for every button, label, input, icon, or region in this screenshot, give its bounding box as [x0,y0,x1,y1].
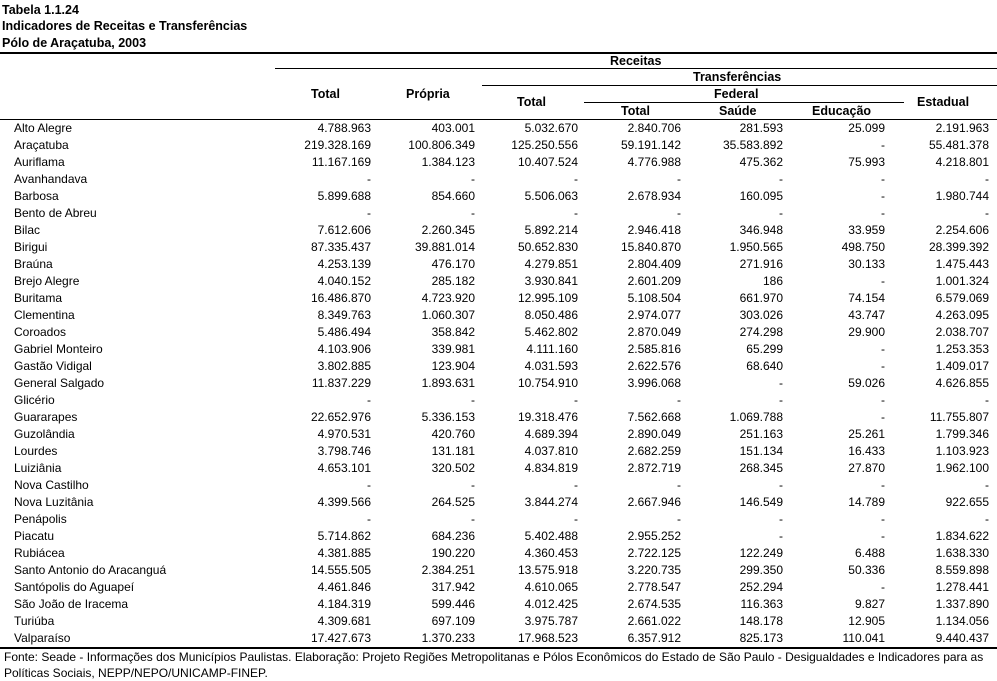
cell-saude: 281.593 [739,121,783,135]
cell-estadual: 1.834.622 [935,529,989,543]
municipality-name: São João de Iracema [14,597,129,611]
cell-transf-total: 3.975.787 [524,614,578,628]
cell-estadual: - [985,478,989,492]
source-note: Fonte: Seade - Informações dos Municípios Paulistas. Elaboração: Projeto Regiões Metropolitanas e Pólos Econômicos do Estado de São Paulo - Desigualdades e Indicadores para as Políticas Sociais, NEPP/NEPO/UNICAMP-FINEP. [4,650,984,680]
municipality-name: Braúna [14,257,53,271]
cell-propria: 358.842 [431,325,475,339]
cell-saude: 1.069.788 [729,410,783,424]
municipality-name: Santo Antonio do Aracanguá [14,563,167,577]
cell-saude: 1.950.565 [729,240,783,254]
table-row [0,494,997,511]
table-row [0,426,997,443]
cell-total: 4.381.885 [317,546,371,560]
table-row [0,171,997,188]
cell-fed-total: 2.870.049 [627,325,681,339]
cell-estadual: 1.409.017 [935,359,989,373]
cell-educacao: - [881,274,885,288]
cell-fed-total: 2.585.816 [627,342,681,356]
cell-transf-total: 50.652.830 [517,240,578,254]
cell-estadual: 1.980.744 [935,189,989,203]
cell-propria: 420.760 [431,427,475,441]
municipality-name: Araçatuba [14,138,69,152]
table-row [0,154,997,171]
municipality-name: Penápolis [14,512,67,526]
cell-total: 22.652.976 [310,410,371,424]
cell-saude: - [779,529,783,543]
cell-educacao: 25.261 [848,427,885,441]
cell-fed-total: 59.191.142 [620,138,681,152]
cell-propria: 131.181 [431,444,475,458]
cell-estadual: 922.655 [945,495,989,509]
table-body [0,120,997,647]
cell-educacao: 33.959 [848,223,885,237]
table-row [0,528,997,545]
cell-saude: 160.095 [739,189,783,203]
cell-propria: 2.384.251 [421,563,475,577]
cell-educacao: 59.026 [848,376,885,390]
table-number: Tabela 1.1.24 [2,3,79,17]
table-row [0,222,997,239]
municipality-name: Coroados [14,325,67,339]
cell-educacao: 498.750 [841,240,885,254]
cell-transf-total: 13.575.918 [517,563,578,577]
cell-propria: 854.660 [431,189,475,203]
cell-saude: 346.948 [739,223,783,237]
cell-propria: - [471,172,475,186]
cell-transf-total: - [574,393,578,407]
cell-estadual: 4.218.801 [935,155,989,169]
cell-propria: 4.723.920 [421,291,475,305]
cell-total: 7.612.606 [317,223,371,237]
municipality-name: Lourdes [14,444,58,458]
cell-educacao: - [881,206,885,220]
cell-estadual: 8.559.898 [935,563,989,577]
cell-total: 8.349.763 [317,308,371,322]
cell-fed-total: 2.622.576 [627,359,681,373]
cell-fed-total: 2.955.252 [627,529,681,543]
cell-educacao: 74.154 [848,291,885,305]
cell-saude: - [779,172,783,186]
cell-propria: 1.893.631 [421,376,475,390]
header-transferencias: Transferências [693,70,782,84]
cell-saude: 186 [762,274,783,288]
cell-fed-total: - [677,206,681,220]
table-row [0,273,997,290]
cell-fed-total: 2.678.934 [627,189,681,203]
cell-transf-total: 4.111.160 [526,342,578,356]
cell-fed-total: - [677,478,681,492]
cell-total: - [367,393,371,407]
cell-saude: 271.916 [739,257,783,271]
cell-estadual: 1.001.324 [935,274,989,288]
cell-transf-total: 5.892.214 [524,223,578,237]
table-row [0,460,997,477]
cell-educacao: 25.099 [848,121,885,135]
cell-educacao: - [881,478,885,492]
cell-total: - [367,206,371,220]
cell-propria: 190.220 [431,546,475,560]
cell-transf-total: - [574,478,578,492]
table-row [0,443,997,460]
cell-total: 87.335.437 [310,240,371,254]
header-estadual: Estadual [917,95,970,109]
header-saude: Saúde [719,104,757,118]
cell-educacao: 14.789 [848,495,885,509]
cell-educacao: - [881,393,885,407]
cell-saude: 825.173 [739,631,783,645]
header-educacao: Educação [812,104,872,118]
cell-total: 219.328.169 [304,138,371,152]
cell-propria: 339.981 [431,342,475,356]
table-row [0,256,997,273]
cell-transf-total: 4.610.065 [524,580,578,594]
cell-educacao: 6.488 [854,546,885,560]
municipality-name: Nova Luzitânia [14,495,94,509]
cell-educacao: 27.870 [848,461,885,475]
cell-transf-total: 5.402.488 [524,529,578,543]
cell-total: 4.399.566 [317,495,371,509]
cell-transf-total: 4.689.394 [524,427,578,441]
cell-total: 4.788.963 [317,121,371,135]
municipality-name: Santópolis do Aguapeí [14,580,135,594]
cell-total: 4.253.139 [317,257,371,271]
cell-estadual: 55.481.378 [928,138,989,152]
cell-saude: 35.583.892 [722,138,783,152]
municipality-name: Birigui [14,240,48,254]
cell-saude: 116.363 [740,597,783,611]
cell-saude: 268.345 [739,461,783,475]
municipality-name: Nova Castilho [14,478,89,492]
table-row [0,613,997,630]
municipality-name: Guzolândia [14,427,75,441]
cell-estadual: - [985,172,989,186]
cell-propria: - [471,393,475,407]
cell-propria: 599.446 [431,597,475,611]
cell-saude: 122.249 [739,546,783,560]
cell-propria: 476.170 [431,257,475,271]
cell-educacao: - [881,512,885,526]
table-subtitle: Pólo de Araçatuba, 2003 [2,36,147,50]
cell-propria: 320.502 [431,461,475,475]
cell-estadual: 2.038.707 [935,325,989,339]
cell-saude: 303.026 [739,308,783,322]
cell-transf-total: 4.834.819 [524,461,578,475]
cell-propria: 264.525 [431,495,475,509]
cell-estadual: - [985,393,989,407]
cell-propria: 403.001 [431,121,475,135]
cell-propria: - [471,206,475,220]
cell-estadual: 2.254.606 [935,223,989,237]
cell-propria: 39.881.014 [414,240,475,254]
cell-educacao: - [881,359,885,373]
cell-transf-total: 5.032.670 [524,121,578,135]
cell-transf-total: 19.318.476 [517,410,578,424]
cell-total: 4.103.906 [317,342,371,356]
cell-total: 4.184.319 [317,597,371,611]
municipality-name: Buritama [14,291,63,305]
municipality-name: Rubiácea [14,546,65,560]
table-row [0,511,997,528]
cell-fed-total: 4.776.988 [627,155,681,169]
municipality-name: Barbosa [14,189,59,203]
cell-transf-total: 4.360.453 [524,546,578,560]
cell-estadual: 4.263.095 [935,308,989,322]
cell-educacao: 16.433 [848,444,885,458]
cell-transf-total: 4.031.593 [524,359,578,373]
cell-propria: - [471,478,475,492]
municipality-name: Gabriel Monteiro [14,342,103,356]
cell-saude: 299.350 [739,563,783,577]
cell-transf-total: 4.279.851 [524,257,578,271]
cell-estadual: - [985,512,989,526]
cell-saude: 146.549 [739,495,783,509]
cell-educacao: 50.336 [848,563,885,577]
cell-propria: 1.060.307 [421,308,475,322]
cell-fed-total: 2.682.259 [627,444,681,458]
municipality-name: Brejo Alegre [14,274,80,288]
municipality-name: Glicério [14,393,55,407]
cell-fed-total: 2.872.719 [627,461,681,475]
cell-transf-total: 10.754.910 [517,376,578,390]
cell-educacao: 30.133 [848,257,885,271]
table-row [0,341,997,358]
cell-propria: 684.236 [431,529,475,543]
header-federal: Federal [714,87,759,101]
cell-fed-total: 2.661.022 [627,614,681,628]
cell-fed-total: 2.674.535 [627,597,681,611]
cell-propria: 123.904 [431,359,475,373]
cell-transf-total: 5.462.802 [524,325,578,339]
municipality-name: Bilac [14,223,41,237]
cell-transf-total: 5.506.063 [524,189,578,203]
cell-propria: 317.942 [431,580,475,594]
cell-saude: 68.640 [746,359,783,373]
cell-fed-total: 3.996.068 [627,376,681,390]
top-rule [0,52,997,54]
cell-total: - [367,478,371,492]
cell-transf-total: 12.995.109 [517,291,578,305]
cell-total: 5.899.688 [317,189,371,203]
cell-fed-total: 2.601.209 [627,274,681,288]
cell-saude: 251.163 [739,427,783,441]
table-row [0,630,997,647]
cell-total: 11.167.169 [311,155,371,169]
cell-estadual: 1.337.890 [935,597,989,611]
cell-estadual: 1.638.330 [935,546,989,560]
cell-fed-total: 2.722.125 [627,546,681,560]
cell-propria: 1.370.233 [421,631,475,645]
header-federal-total: Total [621,104,650,118]
cell-educacao: - [881,342,885,356]
municipality-name: Piacatu [14,529,55,543]
cell-transf-total: - [574,172,578,186]
cell-total: 4.653.101 [317,461,371,475]
table-row [0,137,997,154]
cell-propria: 285.182 [431,274,475,288]
municipality-name: Luiziânia [14,461,62,475]
cell-educacao: 9.827 [854,597,885,611]
cell-saude: 661.970 [739,291,783,305]
table-row [0,307,997,324]
municipality-name: Valparaíso [14,631,71,645]
cell-fed-total: 5.108.504 [627,291,681,305]
cell-transf-total: 3.930.841 [524,274,578,288]
cell-transf-total: 3.844.274 [524,495,578,509]
cell-total: 3.798.746 [317,444,371,458]
municipality-name: Auriflama [14,155,65,169]
cell-total: 4.309.681 [317,614,371,628]
cell-total: 11.837.229 [311,376,371,390]
table-title: Indicadores de Receitas e Transferências [2,19,248,33]
cell-total: 16.486.870 [310,291,371,305]
cell-fed-total: 3.220.735 [627,563,681,577]
table-row [0,545,997,562]
cell-educacao: 110.041 [842,631,885,645]
municipality-name: Guararapes [14,410,78,424]
cell-transf-total: - [574,206,578,220]
cell-saude: 274.298 [739,325,783,339]
cell-saude: - [779,393,783,407]
header-transf-total: Total [517,95,546,109]
table-row [0,324,997,341]
cell-estadual: 1.103.923 [935,444,989,458]
cell-saude: 65.299 [746,342,783,356]
cell-estadual: 1.253.353 [935,342,989,356]
cell-propria: 697.109 [431,614,475,628]
header-total: Total [311,87,340,101]
header-receitas: Receitas [610,54,662,68]
cell-transf-total: - [574,512,578,526]
cell-fed-total: - [677,172,681,186]
cell-total: - [367,172,371,186]
cell-saude: 475.362 [739,155,783,169]
cell-educacao: - [881,580,885,594]
cell-estadual: 11.755.807 [929,410,989,424]
cell-total: 14.555.505 [310,563,371,577]
cell-educacao: - [881,410,885,424]
table-row [0,392,997,409]
header-propria: Própria [406,87,450,101]
table-row [0,205,997,222]
table-row [0,596,997,613]
cell-saude: - [779,512,783,526]
cell-saude: 151.134 [739,444,783,458]
cell-total: 4.970.531 [317,427,371,441]
cell-total: 4.040.152 [317,274,371,288]
cell-estadual: 1.962.100 [935,461,989,475]
table-row [0,290,997,307]
municipality-name: Clementina [14,308,75,322]
cell-estadual: 6.579.069 [935,291,989,305]
cell-transf-total: 17.968.523 [517,631,578,645]
cell-total: 4.461.846 [317,580,371,594]
table-row [0,375,997,392]
cell-transf-total: 8.050.486 [524,308,578,322]
cell-saude: - [779,376,783,390]
cell-fed-total: 2.667.946 [627,495,681,509]
cell-propria: 100.806.349 [408,138,475,152]
municipality-name: Avanhandava [14,172,88,186]
cell-estadual: 2.191.963 [935,121,989,135]
cell-fed-total: 6.357.912 [627,631,681,645]
table-row [0,409,997,426]
cell-estadual: 28.399.392 [928,240,989,254]
cell-transf-total: 125.250.556 [511,138,578,152]
cell-fed-total: 2.804.409 [627,257,681,271]
cell-propria: 2.260.345 [421,223,475,237]
cell-educacao: - [881,189,885,203]
cell-fed-total: - [677,512,681,526]
cell-propria: - [471,512,475,526]
table-row [0,120,997,137]
cell-total: 5.714.862 [317,529,371,543]
cell-fed-total: 7.562.668 [627,410,681,424]
table-row [0,579,997,596]
cell-estadual: 1.799.346 [935,427,989,441]
cell-estadual: 1.134.056 [935,614,989,628]
table-row [0,477,997,494]
cell-educacao: 29.900 [848,325,885,339]
cell-total: 3.802.885 [317,359,371,373]
cell-saude: - [779,206,783,220]
municipality-name: Turiúba [14,614,55,628]
cell-estadual: 4.626.855 [935,376,989,390]
cell-saude: - [779,478,783,492]
cell-fed-total: 2.946.418 [627,223,681,237]
cell-fed-total: 2.840.706 [627,121,681,135]
cell-educacao: - [881,172,885,186]
cell-saude: 148.178 [739,614,783,628]
table-row [0,358,997,375]
cell-fed-total: - [677,393,681,407]
cell-fed-total: 2.974.077 [627,308,681,322]
table-row [0,188,997,205]
cell-total: 17.427.673 [310,631,371,645]
cell-fed-total: 2.890.049 [627,427,681,441]
cell-educacao: 12.905 [848,614,885,628]
cell-total: 5.486.494 [317,325,371,339]
cell-educacao: 43.747 [848,308,885,322]
cell-total: - [367,512,371,526]
cell-fed-total: 15.840.870 [620,240,681,254]
cell-transf-total: 4.037.810 [524,444,578,458]
cell-educacao: - [881,138,885,152]
cell-fed-total: 2.778.547 [627,580,681,594]
cell-propria: 5.336.153 [421,410,475,424]
table-row [0,562,997,579]
cell-propria: 1.384.123 [421,155,475,169]
municipality-name: Bento de Abreu [14,206,97,220]
cell-estadual: 1.278.441 [935,580,989,594]
cell-transf-total: 4.012.425 [524,597,578,611]
cell-saude: 252.294 [739,580,783,594]
cell-educacao: 75.993 [848,155,885,169]
municipality-name: General Salgado [14,376,105,390]
cell-estadual: 9.440.437 [935,631,989,645]
municipality-name: Alto Alegre [14,121,73,135]
cell-transf-total: 10.407.524 [517,155,578,169]
cell-educacao: - [881,529,885,543]
cell-estadual: 1.475.443 [935,257,989,271]
table-row [0,239,997,256]
municipality-name: Gastão Vidigal [14,359,92,373]
cell-estadual: - [985,206,989,220]
